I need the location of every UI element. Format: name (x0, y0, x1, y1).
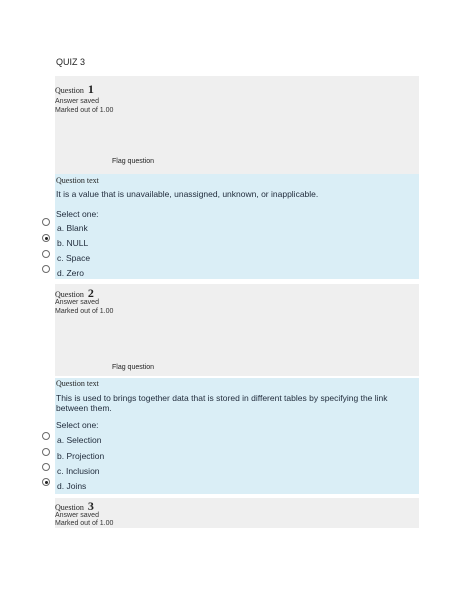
radio-option-a[interactable] (42, 218, 50, 226)
question-label: Question (55, 503, 84, 512)
question-text-label: Question text (56, 176, 99, 185)
answer-status: Answer saved (55, 512, 99, 519)
select-one-label: Select one: (56, 420, 99, 430)
marks-info: Marked out of 1.00 (55, 308, 114, 315)
question-1-content (55, 174, 419, 279)
option-c[interactable]: c. Space (57, 253, 91, 263)
select-one-label: Select one: (56, 209, 99, 219)
radio-option-a[interactable] (42, 432, 50, 440)
radio-option-d[interactable] (42, 478, 50, 486)
question-2-content (55, 378, 419, 494)
question-text-label: Question text (56, 379, 99, 388)
question-number: 2 (87, 286, 94, 300)
marks-info: Marked out of 1.00 (55, 520, 114, 527)
question-label: Question (55, 290, 84, 299)
radio-option-b[interactable] (42, 234, 50, 242)
radio-option-b[interactable] (42, 448, 50, 456)
radio-option-c[interactable] (42, 250, 50, 258)
radio-option-d[interactable] (42, 265, 50, 273)
question-text: It is a value that is unavailable, unassigned, unknown, or inapplicable. (56, 189, 319, 199)
answer-status: Answer saved (55, 98, 99, 105)
question-1-heading (55, 84, 94, 96)
radio-option-c[interactable] (42, 463, 50, 471)
option-b[interactable]: b. NULL (57, 238, 89, 248)
question-number: 1 (87, 82, 94, 96)
question-label: Question (55, 86, 84, 95)
option-a[interactable]: a. Blank (57, 223, 88, 233)
option-c[interactable]: c. Inclusion (57, 466, 100, 476)
question-number: 3 (87, 499, 94, 513)
document-title: QUIZ 3 (56, 57, 86, 67)
flag-question-link[interactable]: Flag question (112, 158, 155, 165)
question-text: This is used to brings together data that is stored in different tables by specifying the link between them. (56, 393, 388, 413)
flag-question-link[interactable]: Flag question (112, 364, 155, 371)
option-a[interactable]: a. Selection (57, 435, 102, 445)
option-b[interactable]: b. Projection (57, 451, 105, 461)
option-d[interactable]: d. Joins (57, 481, 87, 491)
question-1-info (55, 76, 419, 174)
answer-status: Answer saved (55, 299, 99, 306)
question-2-info (55, 284, 419, 376)
marks-info: Marked out of 1.00 (55, 107, 114, 114)
option-d[interactable]: d. Zero (57, 268, 84, 278)
question-3-info (55, 498, 419, 528)
